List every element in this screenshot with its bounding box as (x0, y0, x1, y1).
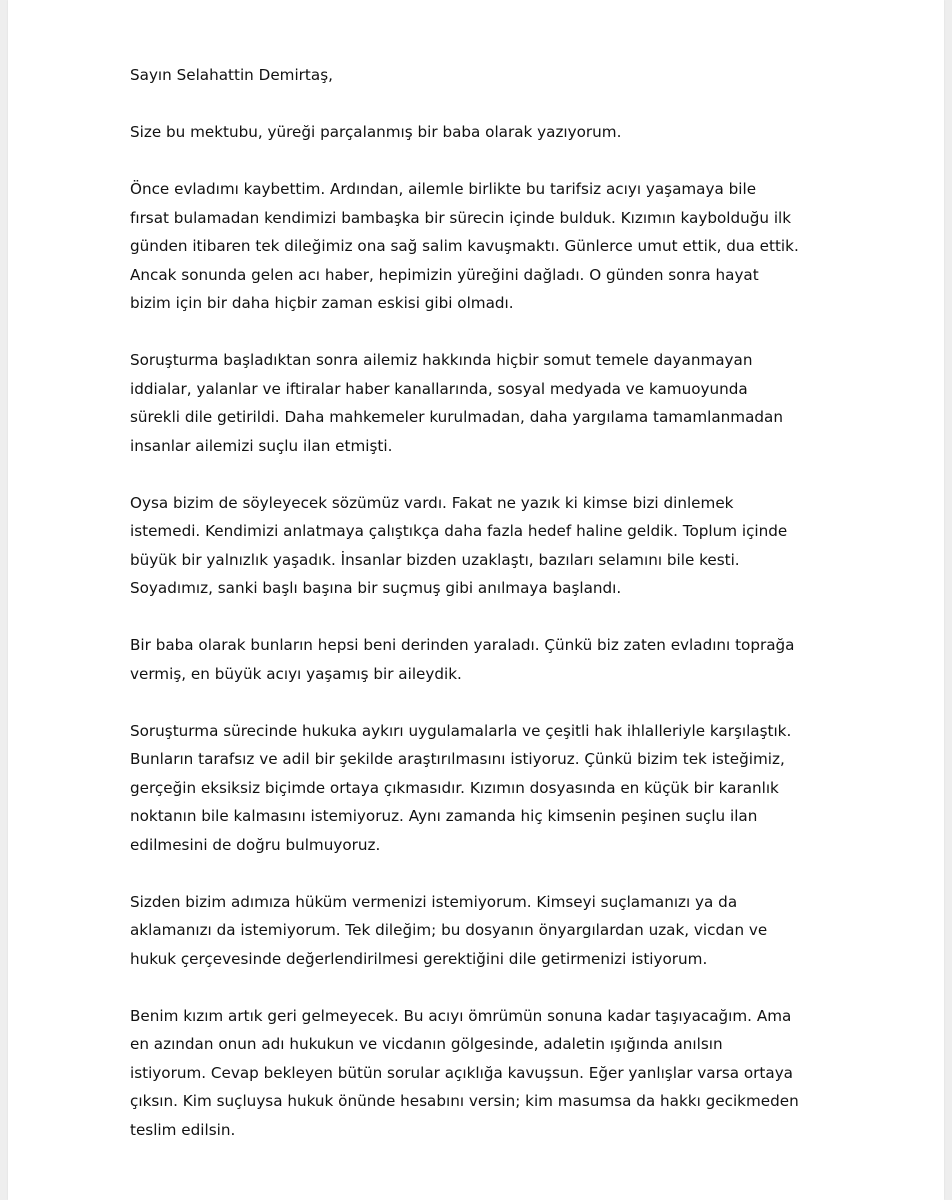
salutation: Sayın Selahattin Demirtaş, (130, 66, 333, 84)
paragraph-4: Oysa bizim de söyleyecek sözümüz vardı. Fakat ne yazık ki kimse bizi dinlemek istemedi. Kendimizi anlatmaya çalıştıkça daha fazla hedef haline geldik. Toplum içinde büyük bir yalnızlık yaşadık. İnsanlar bizden uzaklaştı, bazıları selamını bile kesti. Soyadımız, sanki başlı başına bir suçmuş gibi anılmaya başlandı. (130, 493, 788, 597)
paragraph-6: Soruşturma sürecinde hukuka aykırı uygulamalarla ve çeşitli hak ihlalleriyle karşılaştık. Bunların tarafsız ve adil bir şekilde araştırılmasını istiyoruz. Çünkü bizim tek isteğimiz, gerçeğin eksiksiz biçimde ortaya çıkmasıdır. Kızımın dosyasında en küçük bir karanlık noktanın bile kalmasını istemiyoruz. Aynı zamanda hiç kimsenin peşinen suçlu ilan edilmesini de doğru bulmuyoruz. (130, 721, 792, 854)
letter-body (130, 61, 830, 1173)
paragraph-2: Önce evladımı kaybettim. Ardından, ailemle birlikte bu tarifsiz acıyı yaşamaya bile fırsat bulamadan kendimizi bambaşka bir sürecin içinde bulduk. Kızımın kaybolduğu ilk günden itibaren tek dileğimiz ona sağ salim kavuşmaktı. Günlerce umut ettik, dua ettik. Ancak sonunda gelen acı haber, hepimizin yüreğini dağladı. O günden sonra hayat bizim için bir daha hiçbir zaman eskisi gibi olmadı. (130, 180, 799, 312)
paragraph-8: Benim kızım artık geri gelmeyecek. Bu acıyı ömrümün sonuna kadar taşıyacağım. Ama en azından onun adı hukukun ve vicdanın gölgesinde, adaletin ışığında anılsın istiyorum. Cevap bekleyen bütün sorular açıklığa kavuşsun. Eğer yanlışlar varsa ortaya çıksın. Kim suçluysa hukuk önünde hesabını versin; kim masumsa da hakkı gecikmeden teslim edilsin. (130, 1006, 799, 1139)
paragraph-3: Soruşturma başladıktan sonra ailemiz hakkında hiçbir somut temele dayanmayan iddialar, yalanlar ve iftiralar haber kanallarında, sosyal medyada ve kamuoyunda sürekli dile getirildi. Daha mahkemeler kurulmadan, daha yargılama tamamlanmadan insanlar ailemizi suçlu ilan etmişti. (130, 351, 783, 455)
paragraph-7: Sizden bizim adımıza hüküm vermenizi istemiyorum. Kimseyi suçlamanızı ya da aklamanızı da istemiyorum. Tek dileğim; bu dosyanın önyargılardan uzak, vicdan ve hukuk çerçevesinde değerlendirilmesi gerektiğini dile getirmenizi istiyorum. (130, 892, 768, 968)
document-page (8, 0, 944, 1200)
paragraph-5: Bir baba olarak bunların hepsi beni derinden yaraladı. Çünkü biz zaten evladını toprağa vermiş, en büyük acıyı yaşamış bir aileydik. (130, 636, 795, 683)
paragraph-1: Size bu mektubu, yüreği parçalanmış bir baba olarak yazıyorum. (130, 123, 622, 141)
